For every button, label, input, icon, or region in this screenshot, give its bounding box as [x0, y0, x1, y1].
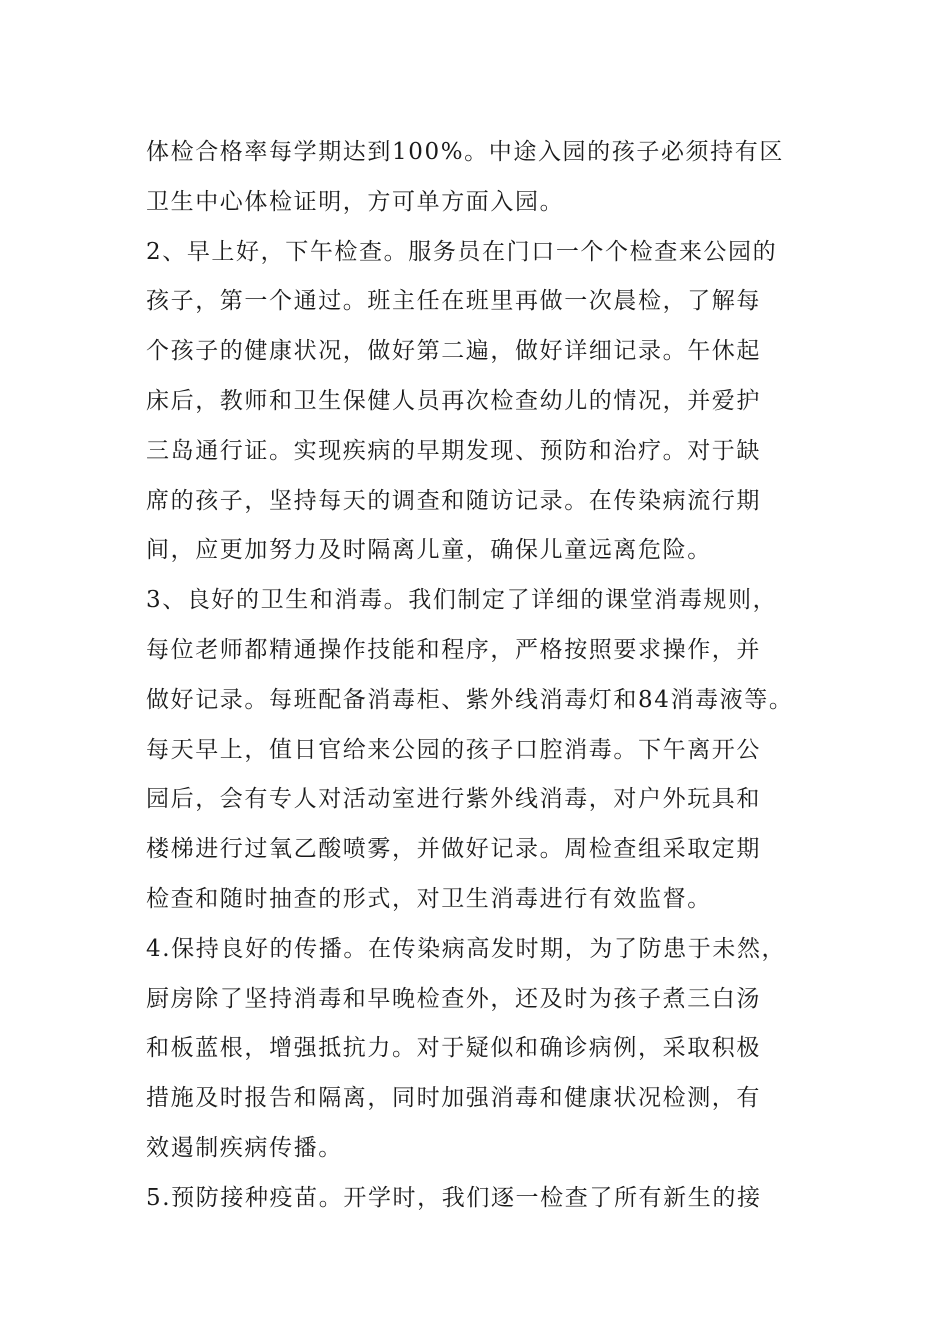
text-line: 个孩子的健康状况，做好第二遍，做好详细记录。午休起 [146, 338, 761, 365]
text-line: 园后，会有专人对活动室进行紫外线消毒，对户外玩具和 [146, 786, 761, 813]
text-line: 楼梯进行过氧乙酸喷雾，并做好记录。周检查组采取定期 [146, 836, 761, 863]
text-line: 每天早上，值日官给来公园的孩子口腔消毒。下午离开公 [146, 736, 761, 763]
text-line: 每位老师都精通操作技能和程序，严格按照要求操作，并 [146, 636, 761, 663]
text-line: 检查和随时抽查的形式，对卫生消毒进行有效监督。 [146, 885, 712, 912]
text-line: 卫生中心体检证明，方可单方面入园。 [146, 188, 565, 215]
text-line: 体检合格率每学期达到100%。中途入园的孩子必须持有区 [146, 139, 784, 165]
text-line: 措施及时报告和隔离，同时加强消毒和健康状况检测，有 [146, 1085, 761, 1112]
text-line: 间，应更加努力及时隔离儿童，确保儿童远离危险。 [146, 537, 712, 564]
text-line: 席的孩子，坚持每天的调查和随访记录。在传染病流行期 [146, 487, 761, 514]
text-line: 厨房除了坚持消毒和早晚检查外，还及时为孩子煮三白汤 [146, 985, 761, 1012]
text-line: 床后，教师和卫生保健人员再次检查幼儿的情况，并爱护 [146, 387, 761, 414]
body-text [146, 128, 826, 1224]
text-line: 5.预防接种疫苗。开学时，我们逐一检查了所有新生的接 [146, 1184, 762, 1211]
text-line: 3、良好的卫生和消毒。我们制定了详细的课堂消毒规则， [146, 587, 778, 614]
text-line: 2、早上好，下午检查。服务员在门口一个个检查来公园的 [146, 238, 778, 265]
text-line: 和板蓝根，增强抵抗力。对于疑似和确诊病例，采取积极 [146, 1035, 761, 1062]
text-line: 做好记录。每班配备消毒柜、紫外线消毒灯和84消毒液等。 [146, 686, 794, 713]
text-line: 效遏制疾病传播。 [146, 1134, 343, 1161]
text-line: 4.保持良好的传播。在传染病高发时期，为了防患于未然， [146, 935, 787, 962]
text-line: 孩子，第一个通过。班主任在班里再做一次晨检，了解每 [146, 288, 761, 315]
text-line: 三岛通行证。实现疾病的早期发现、预防和治疗。对于缺 [146, 437, 761, 464]
